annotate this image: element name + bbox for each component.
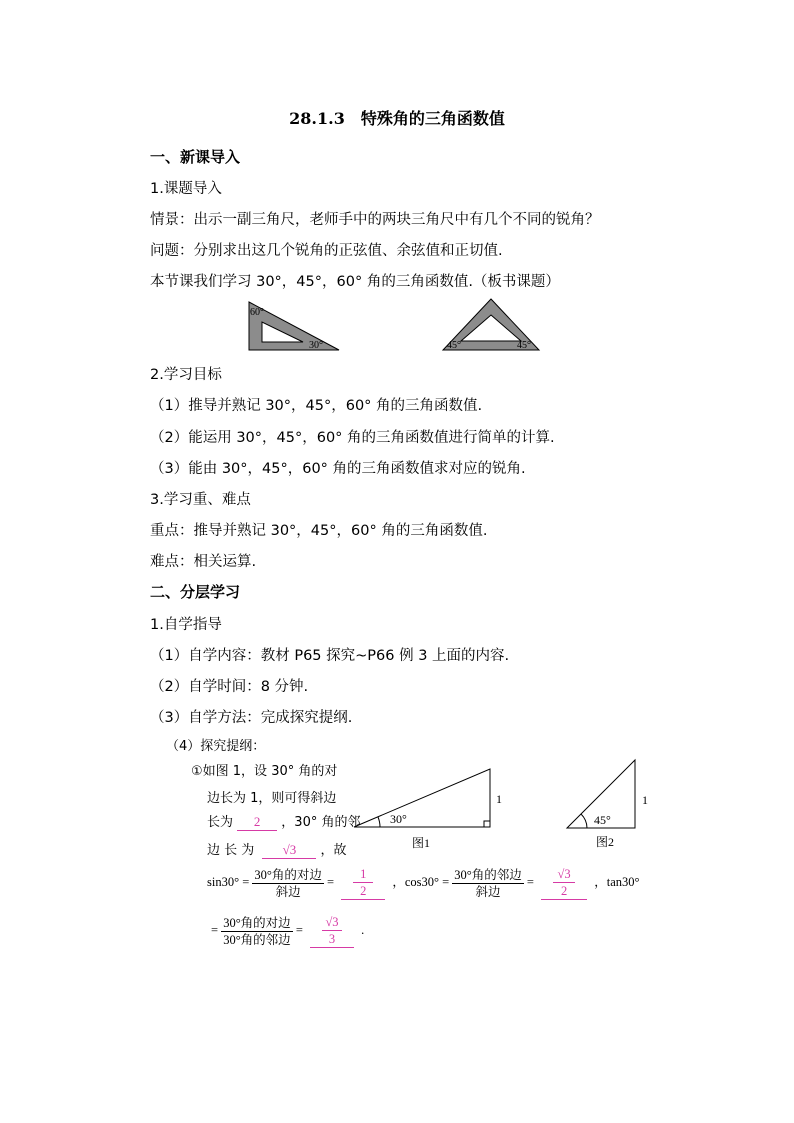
adjacent-side-answer: √3: [262, 842, 316, 859]
goal-item-2: （2）能运用 30°，45°，60° 角的三角函数值进行简单的计算.: [150, 430, 555, 446]
formula-end: .: [361, 922, 365, 937]
fig2-side-label: 1: [642, 793, 648, 807]
cos30-def-numerator: 30°角的邻边: [454, 867, 522, 882]
figure-1-triangle: [350, 765, 500, 855]
tan30-def-denominator: 30°角的邻边: [223, 932, 291, 947]
self-study-item-3: （3）自学方法：完成探究提纲.: [150, 710, 353, 726]
subheading-goals: 2.学习目标: [150, 367, 222, 383]
figure-2-triangle: [562, 756, 662, 852]
intro-text: 本节课我们学习 30°，45°，60° 角的三角函数值.（板书课题）: [150, 274, 560, 290]
sin30-ans-denominator: 2: [360, 884, 367, 898]
scenario-text: 情景：出示一副三角尺，老师手中的两块三角尺中有几个不同的锐角？: [150, 212, 600, 228]
goal-item-1: （1）推导并熟记 30°，45°，60° 角的三角函数值.: [150, 398, 483, 414]
sin30-label: sin30° =: [207, 874, 250, 889]
fig2-angle-label: 45°: [594, 813, 611, 827]
cos30-label: ，cos30° =: [392, 874, 450, 889]
explore-line-3-pre: 长为: [207, 815, 234, 830]
outline-label: （4）探究提纲：: [166, 739, 266, 754]
formula-row-1: sin30° = $\frac{\text{30°角的对边}}{\text{斜边}}$ = $\frac{1}{2}$ ，cos30° = $\frac{\text{30°角的邻边}}{\text{斜边}}$ = $\frac{√3}{2}$ ，tan30°: [207, 867, 640, 899]
question-text: 问题：分别求出这几个锐角的正弦值、余弦值和正切值.: [150, 243, 503, 259]
hypotenuse-answer: 2: [237, 814, 277, 831]
explore-line-2: 边长为 1，则可得斜边: [207, 791, 337, 806]
ruler2-angle-right: 45°: [517, 340, 531, 351]
explore-line-4-pre: 边 长 为: [207, 843, 255, 858]
tan30-answer: [310, 914, 354, 948]
fig2-caption: 图2: [596, 835, 615, 849]
tan30-def-numerator: 30°角的对边: [223, 915, 291, 930]
tan30-ans-numerator: √3: [322, 914, 342, 931]
explore-line-4-post: ，故: [320, 843, 347, 858]
cos30-def-denominator: 斜边: [475, 884, 501, 899]
cos30-definition: [452, 867, 524, 900]
sin30-definition: [252, 867, 324, 900]
fig1-side-label: 1: [496, 792, 502, 806]
fig1-angle-label: 30°: [390, 812, 407, 826]
sin30-answer: [341, 866, 385, 900]
sin30-def-denominator: 斜边: [275, 884, 301, 899]
subheading-topic-intro: 1.课题导入: [150, 181, 222, 197]
difficulty-text: 难点：相关运算.: [150, 554, 257, 570]
section-heading-layered: 二、分层学习: [150, 583, 241, 601]
ruler2-angle-left: 45°: [447, 340, 461, 351]
set-square-45: [438, 296, 544, 354]
set-square-30-60: [245, 298, 345, 354]
page-title: 28.1.3 特殊角的三角函数值: [289, 109, 505, 128]
explore-line-4: [207, 839, 347, 859]
self-study-item-2: （2）自学时间：8 分钟.: [150, 679, 309, 695]
goal-item-3: （3）能由 30°，45°，60° 角的三角函数值求对应的锐角.: [150, 461, 526, 477]
self-study-item-1: （1）自学内容：教材 P65 探究~P66 例 3 上面的内容.: [150, 648, 510, 664]
explore-line-3-post: ，30° 角的邻: [281, 815, 361, 830]
sin30-def-numerator: 30°角的对边: [254, 867, 322, 882]
explore-line-1: ①如图 1，设 30° 角的对: [191, 764, 338, 779]
formula-row-2: = $\frac{\text{30°角的对边}}{\text{30°角的邻边}}$ = $\frac{√3}{3}$ .: [211, 915, 365, 947]
key-point-text: 重点：推导并熟记 30°，45°，60° 角的三角函数值.: [150, 523, 488, 539]
subheading-key-points: 3.学习重、难点: [150, 492, 251, 508]
explore-line-3: [207, 811, 360, 831]
tan30-ans-denominator: 3: [328, 932, 336, 946]
section-heading-intro: 一、新课导入: [150, 148, 241, 166]
tan30-definition: [221, 915, 293, 948]
tan30-label: ，tan30°: [594, 874, 640, 889]
fig1-caption: 图1: [412, 836, 431, 850]
cos30-ans-numerator: √3: [553, 866, 575, 883]
cos30-ans-denominator: 2: [560, 884, 568, 898]
ruler1-angle-30: 30°: [309, 340, 323, 351]
subheading-self-study: 1.自学指导: [150, 617, 222, 633]
ruler1-angle-60: 60°: [250, 307, 264, 318]
sin30-ans-numerator: 1: [353, 866, 373, 883]
cos30-answer: [541, 866, 587, 900]
